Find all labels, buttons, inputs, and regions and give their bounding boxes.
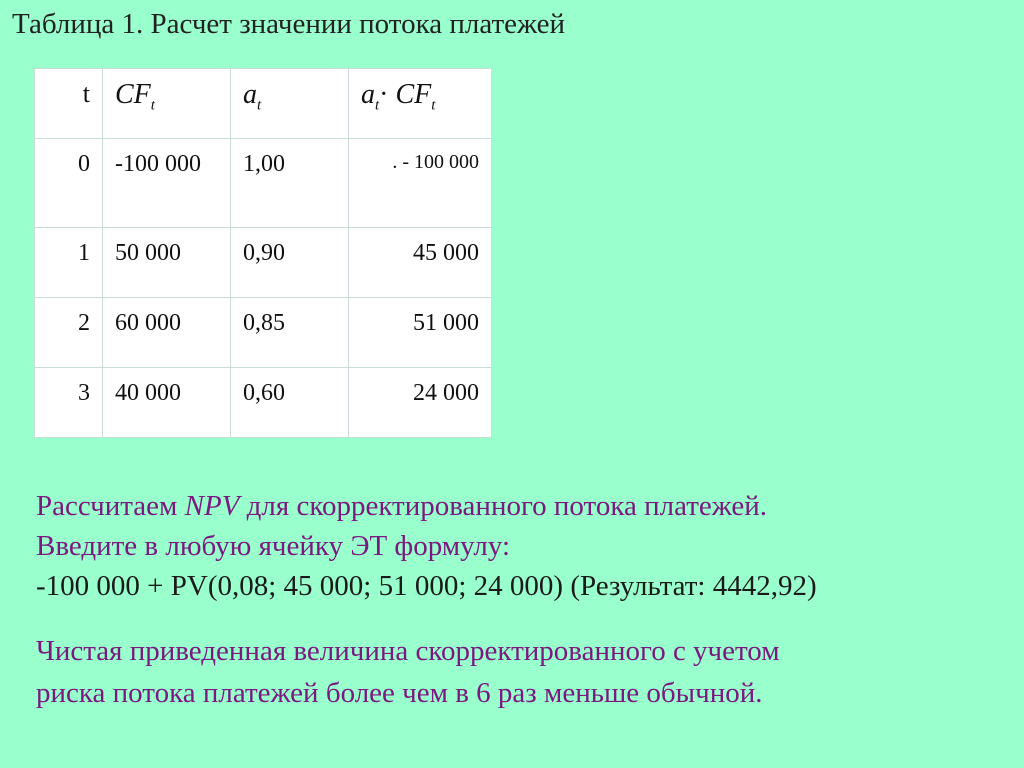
npv-formula: -100 000 + PV(0,08; 45 000; 51 000; 24 000) (Результат: 4442,92): [36, 570, 817, 602]
cell-acf: . - 100 000: [349, 139, 492, 228]
cell-t: 0: [35, 139, 103, 228]
table-row: [35, 298, 492, 368]
cell-a: 0,85: [231, 298, 349, 368]
header-acf: [349, 69, 492, 139]
cell-a: 0,60: [231, 368, 349, 438]
cell-t: 1: [35, 228, 103, 298]
header-a-subscript: t: [257, 97, 262, 114]
table-row: [35, 139, 492, 228]
cell-cf: 60 000: [103, 298, 231, 368]
header-cf: [103, 69, 231, 139]
cell-t: 3: [35, 368, 103, 438]
header-t: [35, 69, 103, 139]
table-header-row: [35, 69, 492, 139]
conclusion-line-1: Чистая приведенная величина скорректированного с учетом: [36, 635, 780, 667]
cell-t: 2: [35, 298, 103, 368]
conclusion-text: [36, 630, 780, 714]
cell-cf: -100 000: [103, 139, 231, 228]
header-t-label: t: [82, 79, 90, 108]
table-row: [35, 228, 492, 298]
npv-instructions: [36, 486, 817, 606]
payment-flow-table: [34, 68, 492, 438]
header-acf-cf: CF: [388, 79, 432, 110]
npv-line-1: [36, 486, 817, 526]
cell-acf: 45 000: [349, 228, 492, 298]
conclusion-line-2: риска потока платежей более чем в 6 раз меньше обычной.: [36, 677, 763, 709]
cell-acf: 51 000: [349, 298, 492, 368]
header-a-label: a: [243, 79, 257, 110]
header-acf-cf-subscript: t: [431, 97, 436, 114]
npv-line-1-pre: Рассчитаем: [36, 490, 185, 522]
cell-a: 1,00: [231, 139, 349, 228]
npv-line-2: Введите в любую ячейку ЭТ формулу:: [36, 530, 510, 562]
header-acf-a: a: [361, 79, 375, 110]
slide-title: Таблица 1. Расчет значении потока платежей: [12, 8, 566, 40]
cell-cf: 40 000: [103, 368, 231, 438]
cell-a: 0,90: [231, 228, 349, 298]
npv-line-1-post: для скорректированного потока платежей.: [239, 490, 768, 522]
header-cf-subscript: t: [150, 97, 155, 114]
header-a: [231, 69, 349, 139]
header-acf-a-subscript: t: [375, 97, 380, 114]
header-cf-label: CF: [115, 79, 151, 110]
npv-term: NPV: [184, 490, 240, 522]
header-acf-dot: ·: [379, 79, 389, 110]
cell-cf: 50 000: [103, 228, 231, 298]
table-row: [35, 368, 492, 438]
cell-acf: 24 000: [349, 368, 492, 438]
